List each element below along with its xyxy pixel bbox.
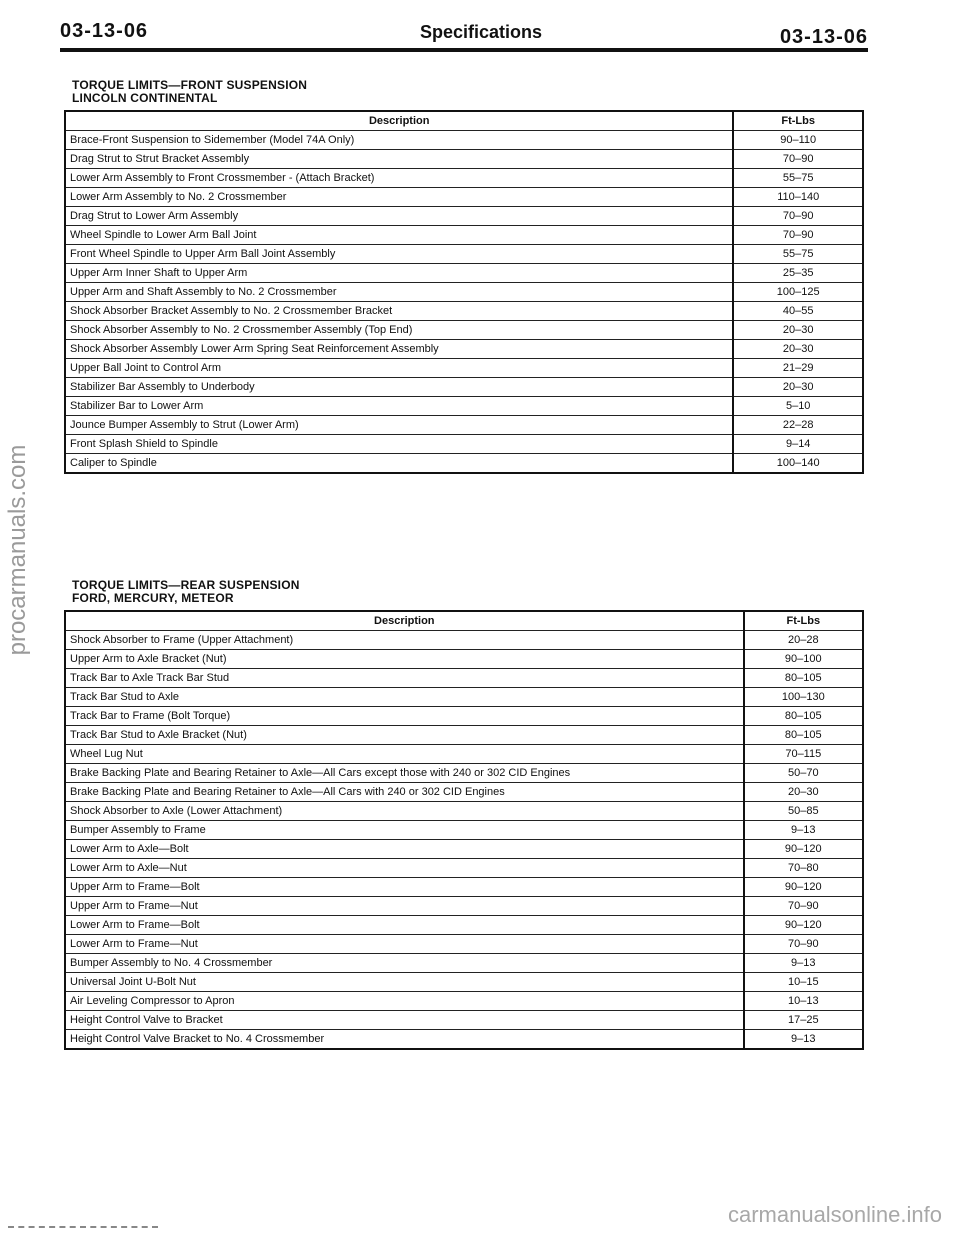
row-description: Track Bar to Axle Track Bar Stud <box>65 669 744 688</box>
row-description: Drag Strut to Strut Bracket Assembly <box>65 150 733 169</box>
table-row <box>65 840 863 859</box>
rear-section-title <box>72 579 300 605</box>
row-description: Shock Absorber to Frame (Upper Attachment) <box>65 631 744 650</box>
row-description: Upper Arm to Axle Bracket (Nut) <box>65 650 744 669</box>
side-watermark-text: procarmanuals.com <box>4 444 31 656</box>
row-description: Upper Ball Joint to Control Arm <box>65 359 733 378</box>
row-description: Air Leveling Compressor to Apron <box>65 992 744 1011</box>
row-description: Lower Arm to Frame—Bolt <box>65 916 744 935</box>
row-torque-value: 20–28 <box>744 631 863 650</box>
front-section-title <box>72 79 307 105</box>
row-description: Height Control Valve Bracket to No. 4 Crossmember <box>65 1030 744 1050</box>
row-torque-value: 80–105 <box>744 669 863 688</box>
table-row <box>65 821 863 840</box>
row-torque-value: 55–75 <box>733 245 863 264</box>
table-row <box>65 1011 863 1030</box>
column-header-description: Description <box>65 111 733 131</box>
row-description: Drag Strut to Lower Arm Assembly <box>65 207 733 226</box>
row-description: Track Bar to Frame (Bolt Torque) <box>65 707 744 726</box>
front-title-line1: TORQUE LIMITS—FRONT SUSPENSION <box>72 78 308 92</box>
row-torque-value: 70–90 <box>733 150 863 169</box>
table-header-row <box>65 611 863 631</box>
page-number-right: 03-13-06 <box>779 26 868 48</box>
rear-title-line1: TORQUE LIMITS—REAR SUSPENSION <box>72 578 300 592</box>
row-torque-value: 50–85 <box>744 802 863 821</box>
table-row <box>65 992 863 1011</box>
table-row <box>65 1030 863 1050</box>
row-description: Upper Arm to Frame—Nut <box>65 897 744 916</box>
table-row <box>65 650 863 669</box>
table-row <box>65 954 863 973</box>
row-torque-value: 55–75 <box>733 169 863 188</box>
row-torque-value: 17–25 <box>744 1011 863 1030</box>
side-watermark <box>0 380 38 720</box>
row-description: Universal Joint U-Bolt Nut <box>65 973 744 992</box>
row-description: Wheel Lug Nut <box>65 745 744 764</box>
table-row <box>65 397 863 416</box>
row-torque-value: 21–29 <box>733 359 863 378</box>
row-torque-value: 70–90 <box>744 935 863 954</box>
front-title-line2: LINCOLN CONTINENTAL <box>72 91 218 105</box>
column-header-ft-lbs: Ft-Lbs <box>744 611 863 631</box>
row-torque-value: 70–80 <box>744 859 863 878</box>
row-description: Jounce Bumper Assembly to Strut (Lower Arm) <box>65 416 733 435</box>
row-description: Bumper Assembly to Frame <box>65 821 744 840</box>
table-row <box>65 340 863 359</box>
row-torque-value: 90–120 <box>744 878 863 897</box>
table-row <box>65 859 863 878</box>
row-description: Brace-Front Suspension to Sidemember (Model 74A Only) <box>65 131 733 150</box>
table-row <box>65 226 863 245</box>
table-row <box>65 416 863 435</box>
table-row <box>65 802 863 821</box>
row-description: Shock Absorber Bracket Assembly to No. 2 Crossmember Bracket <box>65 302 733 321</box>
row-description: Lower Arm to Axle—Bolt <box>65 840 744 859</box>
row-description: Lower Arm to Frame—Nut <box>65 935 744 954</box>
column-header-description: Description <box>65 611 744 631</box>
row-description: Shock Absorber Assembly Lower Arm Spring Seat Reinforcement Assembly <box>65 340 733 359</box>
row-description: Track Bar Stud to Axle Bracket (Nut) <box>65 726 744 745</box>
row-torque-value: 70–90 <box>744 897 863 916</box>
front-torque-table <box>64 110 864 474</box>
table-row <box>65 321 863 340</box>
row-torque-value: 20–30 <box>733 378 863 397</box>
table-row <box>65 935 863 954</box>
table-row <box>65 631 863 650</box>
table-row <box>65 688 863 707</box>
row-torque-value: 20–30 <box>733 340 863 359</box>
row-torque-value: 90–100 <box>744 650 863 669</box>
page-title: Specifications <box>420 22 543 42</box>
row-torque-value: 70–115 <box>744 745 863 764</box>
header-rule <box>60 48 868 52</box>
row-description: Shock Absorber to Axle (Lower Attachment) <box>65 802 744 821</box>
row-torque-value: 90–120 <box>744 916 863 935</box>
row-torque-value: 22–28 <box>733 416 863 435</box>
row-description: Track Bar Stud to Axle <box>65 688 744 707</box>
table-row <box>65 207 863 226</box>
row-description: Brake Backing Plate and Bearing Retainer to Axle—All Cars except those with 240 or 302 CID Engines <box>65 764 744 783</box>
row-description: Bumper Assembly to No. 4 Crossmember <box>65 954 744 973</box>
row-torque-value: 20–30 <box>744 783 863 802</box>
row-description: Lower Arm Assembly to No. 2 Crossmember <box>65 188 733 207</box>
rear-torque-table <box>64 610 864 1050</box>
table-row <box>65 783 863 802</box>
table-row <box>65 169 863 188</box>
table-row <box>65 454 863 474</box>
row-description: Shock Absorber Assembly to No. 2 Crossmember Assembly (Top End) <box>65 321 733 340</box>
row-torque-value: 100–125 <box>733 283 863 302</box>
scan-mark <box>8 1222 158 1228</box>
row-torque-value: 70–90 <box>733 207 863 226</box>
table-row <box>65 897 863 916</box>
row-description: Lower Arm Assembly to Front Crossmember - (Attach Bracket) <box>65 169 733 188</box>
table-row <box>65 745 863 764</box>
row-torque-value: 110–140 <box>733 188 863 207</box>
rear-table-body <box>65 631 863 1050</box>
row-description: Upper Arm Inner Shaft to Upper Arm <box>65 264 733 283</box>
row-description: Front Wheel Spindle to Upper Arm Ball Joint Assembly <box>65 245 733 264</box>
page-number-left: 03-13-06 <box>60 20 149 42</box>
row-description: Stabilizer Bar Assembly to Underbody <box>65 378 733 397</box>
row-description: Front Splash Shield to Spindle <box>65 435 733 454</box>
row-torque-value: 40–55 <box>733 302 863 321</box>
bottom-watermark: carmanualsonline.info <box>727 1202 942 1227</box>
table-row <box>65 302 863 321</box>
table-row <box>65 378 863 397</box>
table-row <box>65 150 863 169</box>
row-description: Height Control Valve to Bracket <box>65 1011 744 1030</box>
row-torque-value: 9–13 <box>744 821 863 840</box>
table-row <box>65 973 863 992</box>
row-torque-value: 80–105 <box>744 707 863 726</box>
table-row <box>65 264 863 283</box>
row-torque-value: 90–120 <box>744 840 863 859</box>
row-description: Upper Arm to Frame—Bolt <box>65 878 744 897</box>
front-table-body <box>65 131 863 474</box>
page-header <box>60 18 868 48</box>
table-row <box>65 726 863 745</box>
table-row <box>65 283 863 302</box>
row-torque-value: 100–130 <box>744 688 863 707</box>
row-torque-value: 10–15 <box>744 973 863 992</box>
table-row <box>65 764 863 783</box>
row-torque-value: 9–13 <box>744 1030 863 1050</box>
row-description: Brake Backing Plate and Bearing Retainer to Axle—All Cars with 240 or 302 CID Engines <box>65 783 744 802</box>
row-description: Wheel Spindle to Lower Arm Ball Joint <box>65 226 733 245</box>
row-description: Upper Arm and Shaft Assembly to No. 2 Crossmember <box>65 283 733 302</box>
table-row <box>65 131 863 150</box>
row-torque-value: 20–30 <box>733 321 863 340</box>
row-torque-value: 70–90 <box>733 226 863 245</box>
row-torque-value: 5–10 <box>733 397 863 416</box>
rear-title-line2: FORD, MERCURY, METEOR <box>72 591 234 605</box>
row-torque-value: 10–13 <box>744 992 863 1011</box>
row-torque-value: 25–35 <box>733 264 863 283</box>
row-description: Caliper to Spindle <box>65 454 733 474</box>
row-torque-value: 90–110 <box>733 131 863 150</box>
table-row <box>65 916 863 935</box>
table-row <box>65 707 863 726</box>
row-torque-value: 9–14 <box>733 435 863 454</box>
row-torque-value: 100–140 <box>733 454 863 474</box>
row-description: Stabilizer Bar to Lower Arm <box>65 397 733 416</box>
table-row <box>65 188 863 207</box>
table-row <box>65 245 863 264</box>
table-row <box>65 359 863 378</box>
column-header-ft-lbs: Ft-Lbs <box>733 111 863 131</box>
table-row <box>65 669 863 688</box>
row-description: Lower Arm to Axle—Nut <box>65 859 744 878</box>
row-torque-value: 80–105 <box>744 726 863 745</box>
row-torque-value: 9–13 <box>744 954 863 973</box>
table-header-row <box>65 111 863 131</box>
row-torque-value: 50–70 <box>744 764 863 783</box>
table-row <box>65 435 863 454</box>
table-row <box>65 878 863 897</box>
